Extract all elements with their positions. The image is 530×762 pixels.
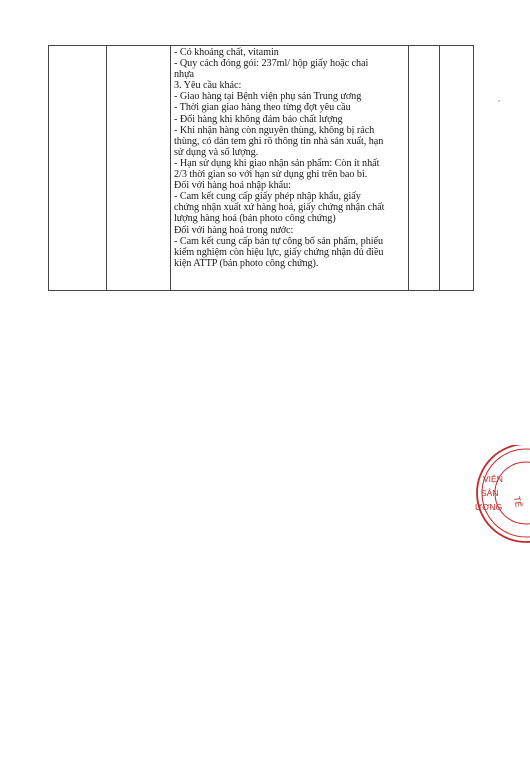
spec-line: kiểm nghiệm còn hiệu lực, giấy chứng nhận đủ điều <box>174 246 384 258</box>
spec-line: - Khi nhận hàng còn nguyên thùng, không bị rách <box>174 124 375 136</box>
spec-line: chứng nhận xuất xứ hàng hoá, giấy chứng nhận chất <box>174 202 385 214</box>
spec-line: - Có khoáng chất, vitamin <box>174 47 279 58</box>
specification-table <box>48 45 474 291</box>
spec-line: thùng, có dán tem ghi rõ thông tin nhà sản xuất, hạn <box>174 135 384 147</box>
seal-text-side: TẾ <box>512 495 524 509</box>
spec-line: sử dụng và số lượng. <box>174 146 259 158</box>
spec-line: 3. Yêu cầu khác: <box>174 80 242 92</box>
spec-line: kiện ATTP (bản photo công chứng). <box>174 257 319 269</box>
seal-text-line1: VIỆN <box>483 474 503 484</box>
spec-line: - Giao hàng tại Bệnh viện phụ sản Trung ương <box>174 91 362 103</box>
spec-line: - Cam kết cung cấp bản tự công bố sản phẩm, phiếu <box>174 235 384 247</box>
seal-text-line3: ƯƠNG <box>475 502 503 512</box>
spec-line: - Hạn sử dụng khi giao nhận sản phẩm: Còn ít nhất <box>174 157 380 169</box>
seal-text-line2: SẢN <box>481 488 499 498</box>
spec-line: Đối với hàng hoá trong nước: <box>174 224 294 236</box>
table-cell-specification <box>171 46 409 291</box>
spec-line: - Đổi hàng khi không đảm bảo chất lượng <box>174 113 343 125</box>
spec-line: Đối với hàng hoá nhập khẩu: <box>174 180 291 192</box>
spec-line: 2/3 thời gian so với hạn sử dụng ghi trên bao bì. <box>174 169 368 181</box>
spec-line: lượng hàng hoá (bản photo công chứng) <box>174 213 336 225</box>
paper-speck <box>498 100 500 102</box>
table-cell-4 <box>409 46 440 291</box>
specification-text <box>171 46 408 269</box>
spec-line: nhựa <box>174 69 195 81</box>
table-cell-2 <box>107 46 171 291</box>
table-row <box>49 46 474 291</box>
table-cell-1 <box>49 46 107 291</box>
red-seal-stamp <box>452 445 530 545</box>
spec-line: - Quy cách đóng gói: 237ml/ hộp giấy hoặc chai <box>174 58 369 70</box>
table-cell-5 <box>440 46 474 291</box>
spec-line: - Thời gian giao hàng theo từng đợt yêu cầu <box>174 102 351 114</box>
spec-line: - Cam kết cung cấp giấy phép nhập khẩu, giấy <box>174 191 361 203</box>
